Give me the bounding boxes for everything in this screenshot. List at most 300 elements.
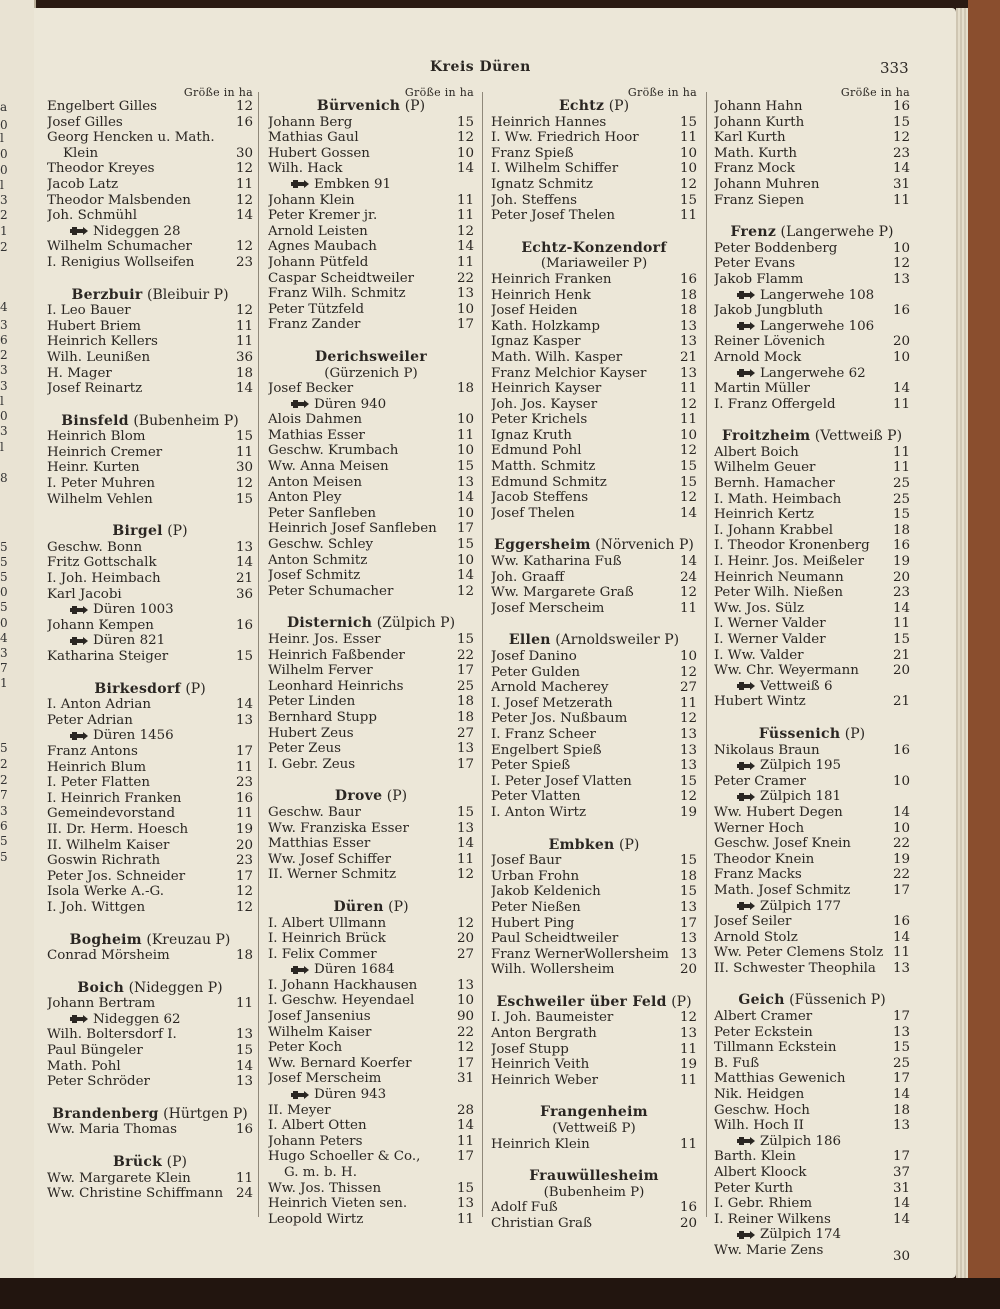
owner-entry [268, 1134, 474, 1150]
owner-name: Katharina Steiger [47, 649, 169, 664]
place-name: Düren [333, 898, 384, 915]
owner-entry [47, 193, 253, 209]
cut-off-text: 3 [0, 379, 8, 393]
owner-entry [491, 177, 697, 193]
owner-name: I. Heinrich Franken [47, 790, 182, 806]
cut-off-text: l [0, 178, 4, 192]
farm-size: 15 [456, 632, 474, 647]
phone-entry [47, 224, 253, 240]
cut-off-text: 0 [0, 118, 8, 132]
farm-size: 14 [679, 554, 697, 570]
owner-name: Albert Cramer [714, 1009, 813, 1025]
owner-name: Peter Cramer [714, 773, 806, 789]
farm-size: 11 [679, 130, 697, 146]
owner-name: Matthias Esser [268, 836, 371, 852]
farm-size: 30 [892, 1248, 910, 1264]
farm-size: 23 [235, 254, 253, 270]
farm-size: 15 [235, 429, 253, 445]
phone-entry [714, 679, 910, 695]
owner-name: Klein [63, 145, 99, 161]
farm-size: 12 [235, 99, 253, 114]
owner-name: Franz Zander [268, 317, 361, 333]
place-heading [47, 524, 253, 540]
cut-off-text: 5 [0, 570, 8, 584]
cut-off-text: 3 [0, 646, 8, 660]
post-office: (Füssenich P) [784, 992, 886, 1009]
owner-name: Heinrich Hannes [491, 114, 607, 130]
owner-name: Heinrich Kayser [491, 381, 602, 397]
farm-size: 14 [235, 555, 253, 571]
owner-name: Jakob Flamm [714, 271, 804, 287]
farm-size: 16 [892, 99, 910, 114]
owner-entry [268, 208, 474, 224]
owner-entry [268, 726, 474, 742]
farm-size: 13 [892, 271, 910, 287]
owner-entry [491, 146, 697, 162]
place-name: Boich [77, 979, 125, 996]
owner-name: I. Renigius Wollseifen [47, 254, 195, 270]
owner-name: Ignatz Schmitz [491, 176, 593, 192]
farm-size: 12 [235, 161, 253, 177]
owner-name: Wilhelm Kaiser [268, 1024, 372, 1040]
owner-entry [47, 760, 253, 776]
owner-name: Arnold Leisten [268, 223, 368, 239]
owner-entry [47, 649, 253, 665]
owner-name: Ww. Katharina Fuß [491, 554, 622, 570]
farm-size: 12 [679, 1010, 697, 1026]
phone-entry [268, 1087, 474, 1103]
post-office: (P) [162, 1154, 187, 1171]
farm-size: 19 [679, 804, 697, 820]
farm-size: 19 [892, 851, 910, 867]
farm-size: 13 [235, 1074, 253, 1090]
farm-size: 10 [679, 161, 697, 177]
owner-entry [268, 193, 474, 209]
farm-size: 11 [456, 254, 474, 270]
place-name: Frangenheim [540, 1104, 648, 1121]
owner-name: Heinrich Weber [491, 1072, 599, 1088]
owner-entry [47, 177, 253, 193]
page-edges [956, 8, 968, 1278]
farm-size: 14 [892, 1087, 910, 1103]
place-name: Froitzheim [721, 428, 811, 445]
farm-size: 30 [235, 145, 253, 161]
owner-name: Ww. Margarete Graß [491, 585, 634, 601]
owner-entry [491, 884, 697, 900]
farm-size: 25 [456, 678, 474, 694]
owner-entry [47, 1186, 253, 1202]
post-office: (Bubenheim P) [128, 412, 239, 429]
owner-entry [47, 571, 253, 587]
column-header-size: Größe in ha [840, 86, 910, 99]
place-name: Eschweiler über Feld [496, 993, 667, 1010]
owner-entry [47, 713, 253, 729]
farm-size: 15 [679, 853, 697, 869]
owner-entry [47, 492, 253, 508]
owner-name: Peter Jos. Nußbaum [491, 711, 628, 727]
owner-entry [268, 146, 474, 162]
owner-entry [714, 663, 910, 679]
owner-entry [714, 177, 910, 193]
farm-size: 15 [456, 804, 474, 820]
owner-entry [714, 1087, 910, 1103]
owner-name: Urban Frohn [491, 868, 580, 884]
owner-entry [47, 366, 253, 382]
owner-name: Franz Melchior Kayser [491, 365, 647, 381]
farm-size: 14 [892, 1196, 910, 1212]
farm-size: 12 [456, 867, 474, 883]
farm-size: 12 [679, 664, 697, 680]
farm-size: 11 [679, 381, 697, 397]
place-name: Brück [113, 1154, 163, 1171]
farm-size: 12 [235, 476, 253, 492]
column-header-size: Größe in ha [183, 86, 253, 99]
owner-entry [47, 146, 253, 162]
owner-entry [714, 476, 910, 492]
cut-off-text: 0 [0, 585, 8, 599]
owner-name: Joh. Schmühl [47, 208, 138, 224]
phone-number: Nideggen 28 [93, 223, 181, 239]
farm-size: 18 [892, 522, 910, 538]
telephone-icon [736, 290, 756, 300]
owner-entry [268, 381, 474, 397]
owner-name: Peter Schumacher [268, 583, 394, 599]
post-office: (P) [400, 98, 426, 114]
owner-name: Joh. Graaff [491, 569, 565, 585]
owner-entry [268, 1149, 474, 1165]
farm-size: 10 [456, 412, 474, 428]
owner-entry [714, 272, 910, 288]
owner-entry [714, 334, 910, 350]
owner-entry [47, 1059, 253, 1075]
farm-size: 15 [456, 459, 474, 475]
owner-entry [491, 490, 697, 506]
owner-name: Franz Mock [714, 161, 795, 177]
owner-name: Karl Jacobi [47, 586, 122, 602]
farm-size: 11 [679, 1072, 697, 1088]
owner-name: Matthias Gewenich [714, 1071, 846, 1087]
owner-name: Anton Pley [268, 490, 342, 506]
farm-size: 15 [679, 884, 697, 900]
owner-name: I. Ww. Friedrich Hoor [491, 130, 639, 146]
owner-entry [714, 883, 910, 899]
owner-entry [491, 130, 697, 146]
phone-entry [714, 288, 910, 304]
owner-entry [268, 302, 474, 318]
owner-entry [491, 758, 697, 774]
farm-size: 13 [679, 758, 697, 774]
farm-size: 18 [679, 868, 697, 884]
farm-size: 10 [456, 505, 474, 521]
owner-entry [491, 805, 697, 821]
place-name: Echtz [558, 98, 605, 114]
farm-size: 17 [235, 743, 253, 759]
place-heading [714, 429, 910, 445]
owner-name: Bernhard Stupp [268, 709, 377, 725]
owner-name: I. Peter Josef Vlatten [491, 773, 632, 789]
owner-entry [714, 1242, 910, 1264]
farm-size: 11 [892, 616, 910, 632]
farm-size: 11 [679, 412, 697, 428]
owner-name: Conrad Mörsheim [47, 948, 170, 964]
farm-size: 20 [679, 1216, 697, 1231]
owner-name: Peter Koch [268, 1040, 343, 1056]
farm-size: 10 [456, 552, 474, 568]
farm-size: 14 [235, 1058, 253, 1074]
farm-size: 15 [892, 632, 910, 647]
owner-entry [491, 900, 697, 916]
owner-entry [268, 947, 474, 963]
farm-size: 14 [456, 490, 474, 506]
farm-size: 22 [456, 647, 474, 663]
owner-name: Johann Pütfeld [268, 254, 369, 270]
farm-size: 14 [892, 161, 910, 177]
farm-size: 14 [892, 381, 910, 397]
owner-entry [47, 476, 253, 492]
owner-name: Heinrich Blom [47, 429, 146, 445]
owner-name: Geschw. Baur [268, 804, 361, 820]
owner-entry [268, 115, 474, 131]
owner-entry [714, 743, 910, 759]
farm-size: 20 [892, 663, 910, 679]
owner-name: Josef Schmitz [268, 568, 361, 584]
owner-entry [491, 774, 697, 790]
owner-name: Josef Merscheim [491, 600, 605, 616]
owner-entry [268, 931, 474, 947]
owner-name: Math. Wilh. Kasper [491, 349, 623, 365]
farm-size: 15 [235, 1043, 253, 1059]
farm-size: 16 [679, 271, 697, 287]
farm-size: 12 [235, 899, 253, 915]
owner-entry [714, 1212, 910, 1228]
owner-entry [491, 916, 697, 932]
directory-column-4 [714, 86, 910, 1264]
owner-name: Josef Heiden [491, 303, 578, 319]
telephone-icon [736, 1230, 756, 1240]
owner-name: Josef Stupp [491, 1041, 569, 1057]
phone-number: Zülpich 174 [760, 1227, 842, 1243]
owner-name: Martin Müller [714, 381, 810, 397]
owner-entry [491, 208, 697, 224]
telephone-icon [736, 368, 756, 378]
owner-name: Wilh. Hack [268, 161, 343, 177]
farm-size: 11 [679, 1136, 697, 1152]
farm-size: 13 [679, 946, 697, 962]
farm-size: 20 [892, 569, 910, 585]
farm-size: 11 [679, 208, 697, 224]
phone-number: Nideggen 62 [93, 1011, 181, 1027]
owner-name: Johann Klein [268, 192, 355, 208]
owner-name: Hubert Briem [47, 318, 141, 334]
owner-entry [268, 317, 474, 333]
farm-size: 11 [892, 945, 910, 961]
owner-entry [714, 99, 910, 115]
owner-entry [491, 1026, 697, 1042]
place-heading [491, 1169, 697, 1185]
farm-size: 15 [456, 114, 474, 130]
owner-name: Josef Baur [491, 853, 562, 869]
place-heading [714, 993, 910, 1009]
owner-entry [47, 775, 253, 791]
owner-entry [491, 288, 697, 304]
column-header-size: Größe in ha [627, 86, 697, 99]
phone-number: Düren 943 [314, 1087, 387, 1103]
owner-name: Johann Bertram [47, 996, 156, 1012]
cut-off-text: 4 [0, 300, 8, 314]
owner-name: Jakob Jungbluth [714, 303, 824, 319]
owner-entry [47, 161, 253, 177]
owner-entry [714, 1165, 910, 1181]
owner-entry [491, 161, 697, 177]
farm-size: 23 [892, 585, 910, 601]
owner-name: Ww. Peter Clemens Stolz [714, 945, 884, 961]
owner-name: Agnes Maubach [268, 239, 377, 255]
phone-entry [47, 602, 253, 618]
owner-entry [714, 507, 910, 523]
owner-name: Johann Hahn [714, 99, 803, 114]
telephone-icon [69, 605, 89, 615]
farm-size: 28 [456, 1102, 474, 1118]
owner-name: Heinrich Josef Sanfleben [268, 521, 437, 537]
owner-name: Kath. Holzkamp [491, 318, 600, 334]
place-name: Bürvenich [316, 98, 401, 114]
page-number: 333 [880, 59, 909, 77]
owner-name: Josef Thelen [491, 505, 575, 521]
farm-size: 27 [679, 680, 697, 696]
farm-size: 10 [892, 240, 910, 256]
telephone-icon [736, 321, 756, 331]
post-office: (P) [162, 523, 188, 540]
owner-entry [268, 1056, 474, 1072]
cut-off-text: 7 [0, 788, 8, 802]
farm-size: 14 [892, 804, 910, 820]
owner-name: Reiner Lövenich [714, 334, 825, 350]
owner-entry [47, 540, 253, 556]
owner-name: Fritz Gottschalk [47, 555, 157, 571]
owner-name: Edmund Schmitz [491, 474, 607, 490]
owner-entry [491, 696, 697, 712]
farm-size: 11 [679, 1041, 697, 1057]
farm-size: 16 [892, 914, 910, 930]
farm-size: 10 [456, 443, 474, 459]
farm-size: 25 [892, 491, 910, 507]
owner-name: Math. Pohl [47, 1058, 121, 1074]
owner-name: Georg Hencken u. Math. [47, 130, 215, 146]
farm-size: 18 [235, 365, 253, 381]
place-name: Binsfeld [61, 412, 129, 429]
cut-off-text: 2 [0, 773, 8, 787]
owner-entry [491, 1073, 697, 1089]
owner-name: Hubert Ping [491, 915, 575, 931]
owner-name: Wilh. Hoch II [714, 1118, 804, 1134]
farm-size: 18 [679, 303, 697, 319]
owner-name: Werner Hoch [714, 820, 805, 836]
cut-off-text: 7 [0, 661, 8, 675]
place-heading [268, 900, 474, 916]
owner-name: Josef Becker [268, 381, 354, 397]
owner-entry [47, 334, 253, 350]
phone-number: Langerwehe 106 [760, 318, 875, 334]
cut-off-text: 6 [0, 819, 8, 833]
owner-entry [491, 350, 697, 366]
owner-entry [268, 506, 474, 522]
owner-entry [268, 836, 474, 852]
owner-entry [714, 350, 910, 366]
owner-entry [491, 1057, 697, 1073]
farm-size: 19 [679, 1057, 697, 1073]
owner-name: Heinrich Henk [491, 287, 591, 303]
owner-name: Peter Gulden [491, 664, 581, 680]
owner-name: Ww. Maria Thomas [47, 1122, 177, 1138]
owner-name: Geschw. Bonn [47, 539, 143, 555]
farm-size: 11 [235, 318, 253, 334]
farm-size: 16 [235, 790, 253, 806]
farm-size: 13 [892, 960, 910, 976]
farm-size: 12 [235, 303, 253, 319]
owner-entry [268, 161, 474, 177]
telephone-icon [290, 179, 310, 189]
owner-entry [714, 1009, 910, 1025]
cut-off-text: 2 [0, 757, 8, 771]
cut-off-text: 1 [0, 676, 8, 690]
owner-name: Franz WernerWollersheim [491, 946, 669, 962]
owner-name: Albert Boich [714, 444, 799, 460]
phone-number: Düren 1003 [93, 602, 174, 618]
farm-size: 19 [235, 821, 253, 837]
owner-name: Geschw. Schley [268, 537, 374, 553]
owner-entry [714, 836, 910, 852]
book-cover-edge [968, 0, 1000, 1309]
owner-name: Karl Kurth [714, 130, 786, 146]
farm-size: 16 [235, 617, 253, 633]
owner-name: Nik. Heidgen [714, 1087, 805, 1103]
owner-name: Josef Gilles [47, 114, 123, 130]
owner-name: Ww. Chr. Weyermann [714, 663, 859, 679]
farm-size: 14 [892, 1211, 910, 1227]
owner-entry [491, 585, 697, 601]
owner-entry [714, 1149, 910, 1165]
owner-name: Ignaz Kasper [491, 334, 581, 350]
place-name: Birkesdorf [94, 680, 181, 697]
owner-name: Peter Evans [714, 256, 796, 272]
farm-size: 12 [679, 176, 697, 192]
farm-size: 11 [456, 1133, 474, 1149]
farm-size: 18 [456, 709, 474, 725]
farm-size: 11 [456, 1211, 474, 1227]
farm-size: 23 [235, 775, 253, 791]
owner-name: I. Albert Ullmann [268, 915, 387, 931]
owner-entry [714, 1181, 910, 1197]
owner-name: Arnold Stolz [714, 929, 798, 945]
owner-entry [491, 366, 697, 382]
owner-name: I. Gebr. Rhiem [714, 1196, 813, 1212]
owner-entry [47, 460, 253, 476]
phone-number: Langerwehe 62 [760, 365, 866, 381]
owner-entry [268, 694, 474, 710]
owner-entry [47, 555, 253, 571]
owner-entry [47, 239, 253, 255]
farm-size: 13 [679, 742, 697, 758]
post-office: (Hürtgen P) [158, 1105, 248, 1122]
owner-name: I. Leo Bauer [47, 303, 131, 319]
farm-size: 17 [456, 521, 474, 537]
farm-size: 12 [679, 490, 697, 506]
cut-off-text: 5 [0, 850, 8, 864]
owner-entry [47, 255, 253, 271]
phone-entry [268, 397, 474, 413]
farm-size: 13 [456, 820, 474, 836]
owner-entry [714, 241, 910, 257]
